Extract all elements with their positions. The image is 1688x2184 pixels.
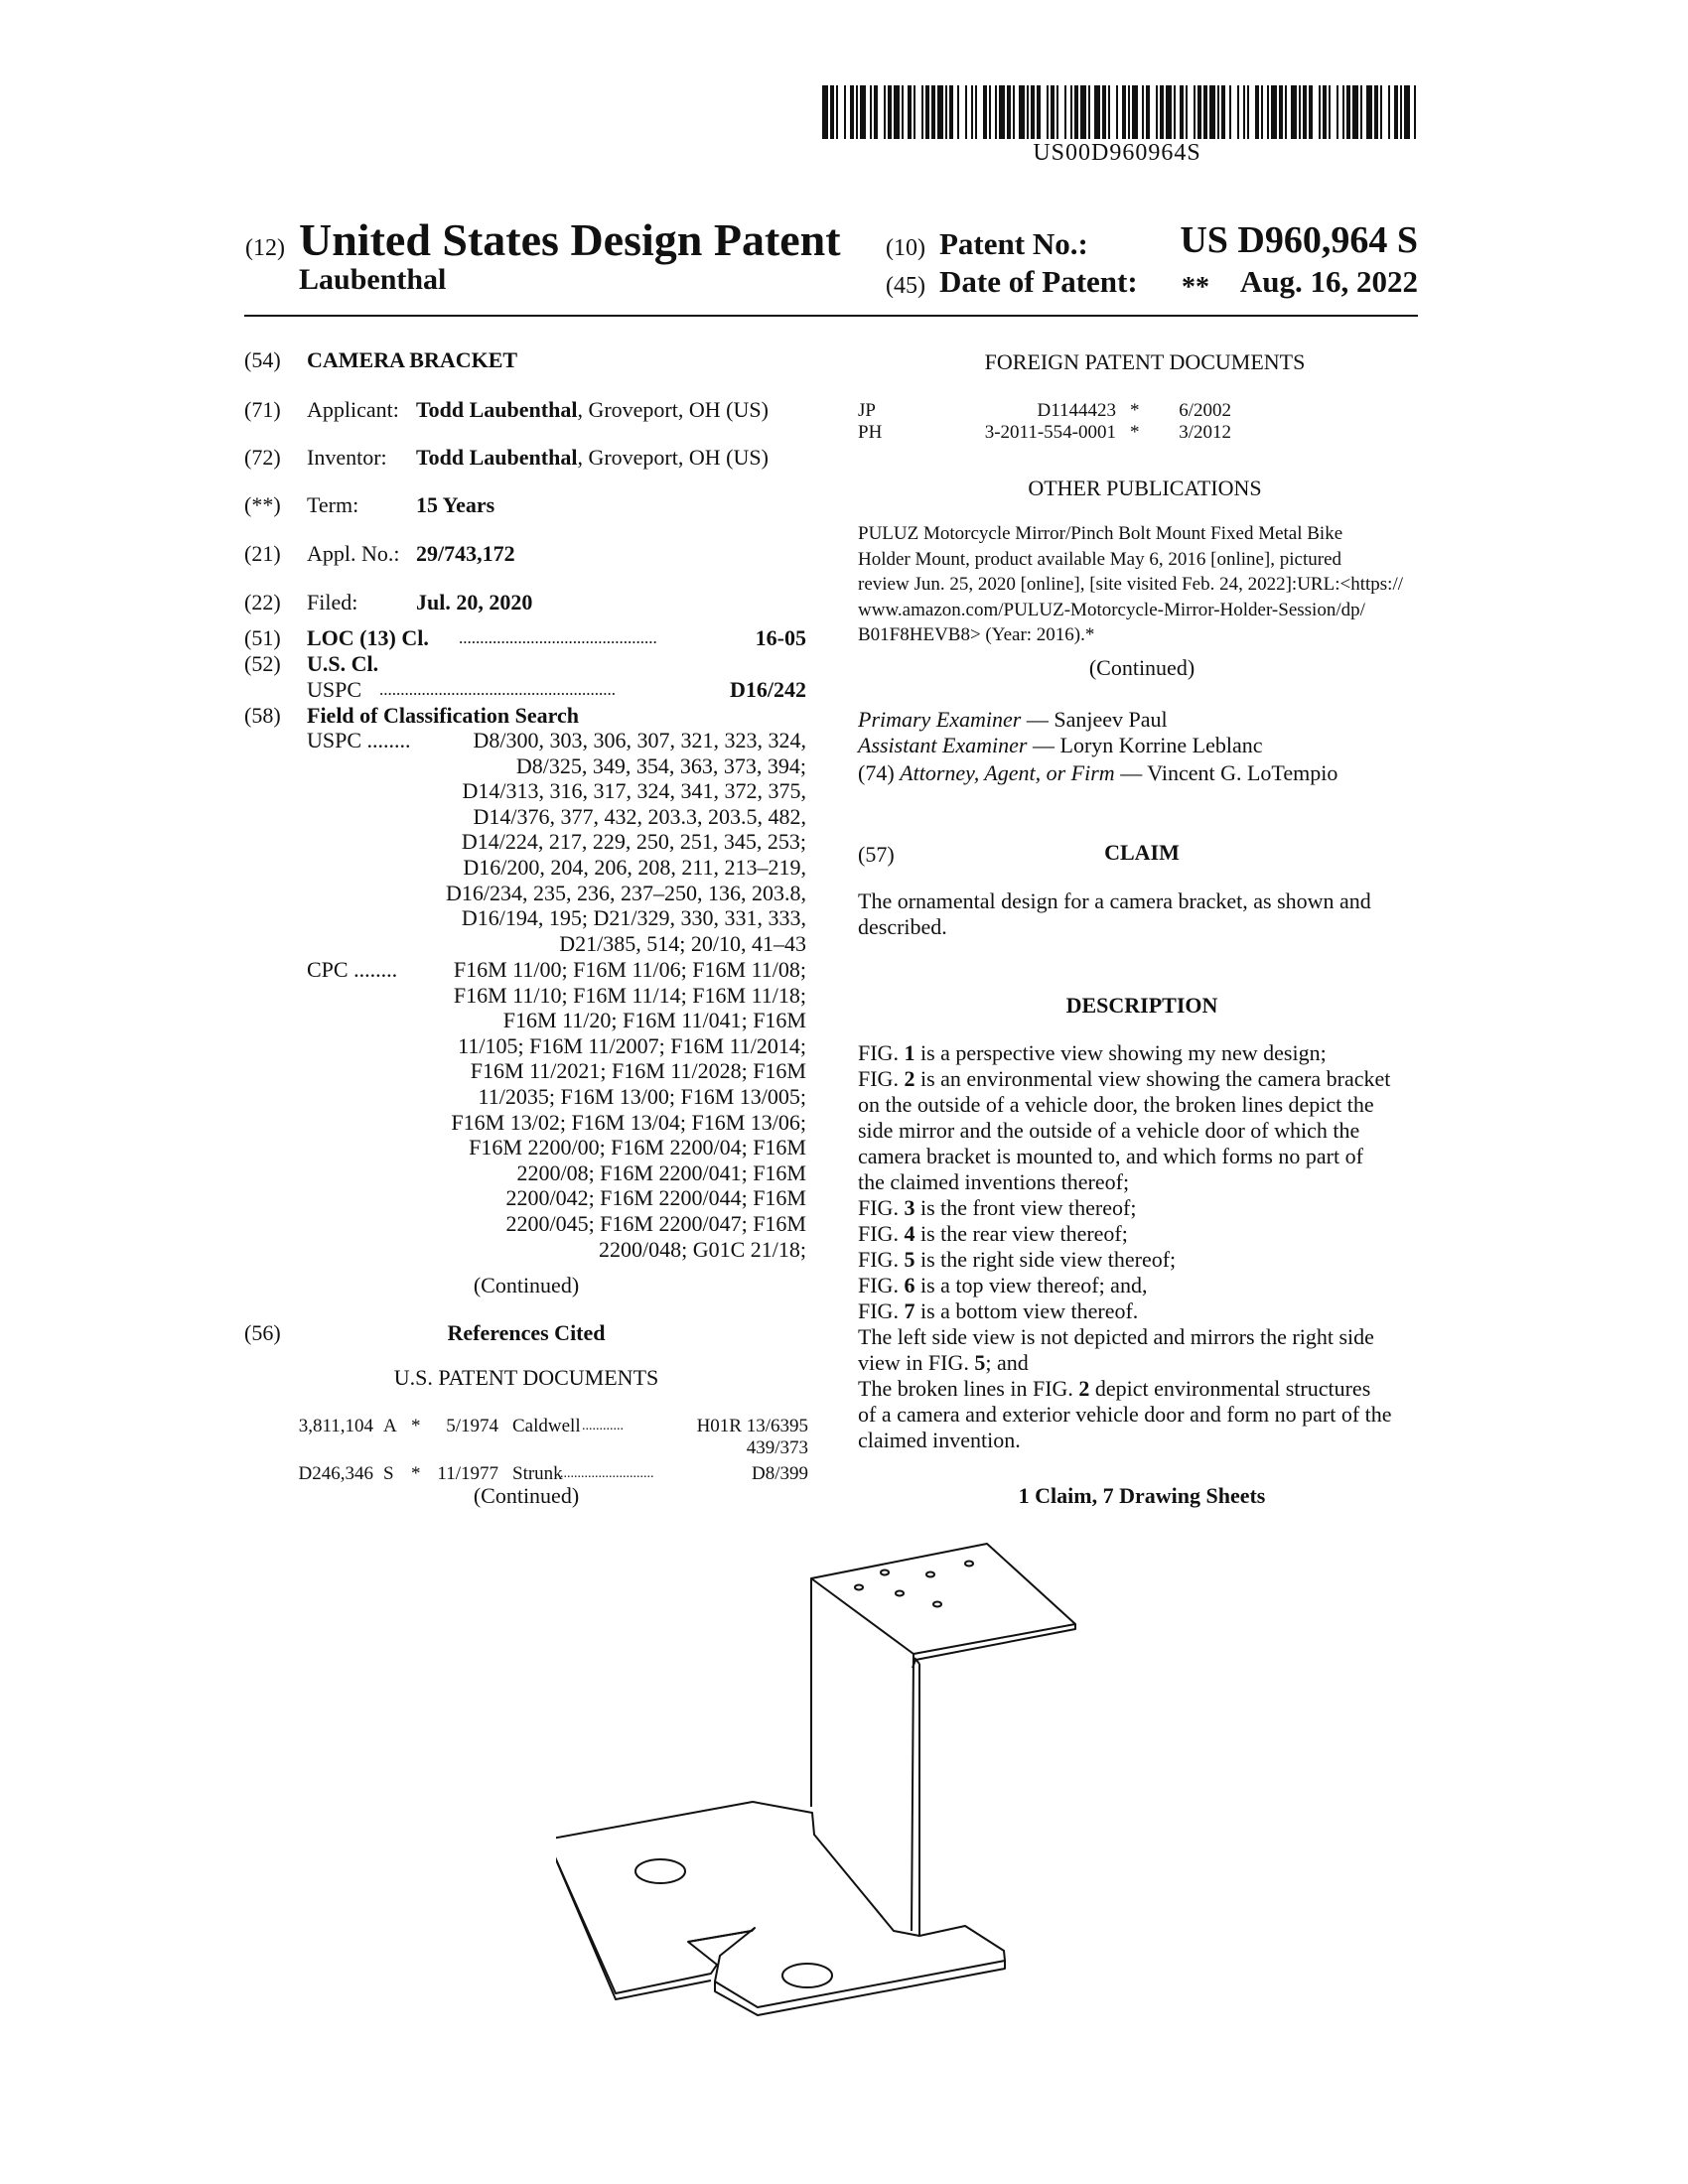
barcode-bar: [1336, 85, 1338, 139]
patent-number: US D960,964 S: [1180, 219, 1418, 261]
barcode-bar: [902, 85, 904, 139]
figure-number: 3: [904, 1195, 915, 1220]
ref-kind: S: [383, 1463, 394, 1484]
description-line: [858, 1092, 1418, 1118]
field-search-label: Field of Classification Search: [307, 703, 579, 728]
figure-number: 5: [974, 1350, 986, 1375]
barcode-bar: [1056, 85, 1058, 139]
code-52: (52): [244, 651, 281, 676]
uspc-class-line: D8/300, 303, 306, 307, 321, 323, 324,: [473, 728, 806, 752]
barcode-bar: [1088, 85, 1090, 139]
other-pub-line: PULUZ Motorcycle Mirror/Pinch Bolt Mount Fixed Metal Bike: [858, 523, 1343, 544]
barcode-bar: [1064, 85, 1066, 139]
barcode-bar: [1031, 85, 1035, 139]
barcode-bar: [874, 85, 878, 139]
uspc-class-line: D14/313, 316, 317, 324, 341, 372, 375,: [462, 778, 806, 804]
claim-line: described.: [858, 914, 947, 939]
uspc-class-line: D16/194, 195; D21/329, 330, 331, 333,: [461, 905, 806, 931]
barcode-bar: [1094, 85, 1100, 139]
cpc-class-line: F16M 11/2021; F16M 11/2028; F16M: [470, 1058, 806, 1084]
barcode-bar: [1323, 85, 1327, 139]
ref-number: D246,346: [298, 1463, 373, 1484]
foreign-number: 3-2011-554-0001: [984, 422, 1116, 443]
code-10: (10): [886, 235, 925, 261]
attorney-name: — Vincent G. LoTempio: [1120, 760, 1338, 785]
barcode-bar: [1380, 85, 1382, 139]
design-title: CAMERA BRACKET: [307, 347, 518, 372]
cpc-class-line: F16M 11/10; F16M 11/14; F16M 11/18;: [453, 982, 806, 1008]
code-56: (56): [244, 1320, 281, 1345]
description-text-segment: of a camera and exterior vehicle door and form no part of the: [858, 1402, 1392, 1427]
camera-bracket-perspective-drawing: [556, 1519, 1112, 2035]
barcode-bar: [937, 85, 943, 139]
cpc-class-line: 2200/045; F16M 2200/047; F16M: [505, 1210, 806, 1236]
cpc-class-line: F16M 11/20; F16M 11/041; F16M: [502, 1008, 806, 1033]
barcode-bar: [1346, 85, 1350, 139]
barcode-bar: [1174, 85, 1176, 139]
barcode-bar: [888, 85, 892, 139]
uspc-class-line: D14/376, 377, 432, 203.3, 203.5, 482,: [473, 803, 806, 829]
barcode-bar: [1070, 85, 1072, 139]
barcode-bar: [1342, 85, 1344, 139]
barcode-bar: [908, 85, 912, 139]
ref-number: 3,811,104: [298, 1416, 373, 1436]
barcode-bar: [1116, 85, 1118, 139]
figure-number: 4: [904, 1221, 915, 1246]
barcode-bar: [925, 85, 929, 139]
barcode-bar: [1203, 85, 1207, 139]
cpc-class-line: 11/2035; F16M 13/00; F16M 13/005;: [478, 1083, 806, 1109]
description-line: [858, 1169, 1418, 1195]
barcode-bar: [1360, 85, 1362, 139]
uspc-class-line: D14/224, 217, 229, 250, 251, 345, 253;: [461, 829, 806, 855]
description-line: [858, 1144, 1418, 1169]
barcode-bar: [1394, 85, 1398, 139]
foreign-ref-row: [858, 421, 1255, 443]
filed-value: Jul. 20, 2020: [416, 590, 533, 614]
foreign-docs-table: [858, 399, 1255, 443]
bracket-bottom-plate: [556, 1802, 1005, 2007]
barcode-bar: [1221, 85, 1225, 139]
foreign-star: *: [1130, 422, 1140, 443]
figure-number: 1: [904, 1040, 915, 1065]
barcode-bar: [1160, 85, 1164, 139]
barcode-bar: [1319, 85, 1321, 139]
ref-class: D8/399: [752, 1463, 808, 1484]
code-54: (54): [244, 347, 281, 372]
field-search-uspc-list: [417, 728, 806, 956]
term-value: 15 Years: [416, 492, 495, 517]
barcode-bar: [1271, 85, 1277, 139]
field-search-uspc-label: USPC ........: [307, 728, 411, 752]
barcode-bar: [1374, 85, 1378, 139]
inventor-value: [416, 445, 769, 471]
barcode-bar: [1303, 85, 1307, 139]
other-pub-line: www.amazon.com/PULUZ-Motorcycle-Mirror-Holder-Session/dp/: [858, 599, 1365, 620]
description-text-segment: The left side view is not depicted and mirrors the right side: [858, 1324, 1374, 1349]
barcode-bar: [1186, 85, 1188, 139]
description-line: [858, 1324, 1418, 1350]
barcode-bar: [1217, 85, 1219, 139]
reference-row: [294, 1415, 808, 1462]
barcode-bar: [1080, 85, 1086, 139]
barcode-text: US00D960964S: [1033, 140, 1201, 166]
barcode-bar: [1243, 85, 1245, 139]
barcode-bar: [1013, 85, 1015, 139]
code-72: (72): [244, 445, 281, 470]
patent-type-title: United States Design Patent: [299, 214, 841, 265]
cpc-class-line: 2200/048; G01C 21/18;: [598, 1236, 806, 1262]
inventor-name: Todd Laubenthal: [416, 445, 578, 470]
barcode-bar: [957, 85, 959, 139]
barcode-bar: [975, 85, 977, 139]
assistant-examiner-name: — Loryn Korrine Leblanc: [1033, 733, 1263, 757]
appl-no-label: Appl. No.:: [307, 541, 400, 566]
barcode-bar: [856, 85, 858, 139]
barcode-bar: [1309, 85, 1313, 139]
uspc-dots: ........................................................: [379, 680, 616, 699]
foreign-date: 3/2012: [1179, 422, 1231, 443]
barcode-bar: [1291, 85, 1297, 139]
description-prefix: FIG.: [858, 1195, 905, 1220]
barcode-bar: [1146, 85, 1150, 139]
primary-examiner: [858, 707, 1168, 733]
barcode-bar: [1352, 85, 1358, 139]
description-text-segment: is a perspective view showing my new design;: [914, 1040, 1327, 1065]
applicant-label: Applicant:: [307, 397, 399, 422]
uspc-value: D16/242: [730, 677, 806, 702]
figure-number: 2: [904, 1066, 915, 1091]
barcode-bar: [1128, 85, 1130, 139]
ref-dots: ............: [582, 1419, 624, 1433]
uspc-sub-label: USPC: [307, 677, 362, 702]
cpc-class-line: 11/105; F16M 11/2007; F16M 11/2014;: [458, 1032, 806, 1058]
uspc-class-line: D21/385, 514; 20/10, 41–43: [559, 930, 806, 956]
foreign-docs-heading: FOREIGN PATENT DOCUMENTS: [984, 349, 1306, 374]
description-prefix: view in FIG.: [858, 1350, 975, 1375]
description-text-segment: is an environmental view showing the camera bracket: [914, 1066, 1391, 1091]
description-text-segment: is a top view thereof; and,: [914, 1273, 1148, 1297]
description-text-segment: camera bracket is mounted to, and which forms no part of: [858, 1144, 1363, 1168]
barcode-bar: [1102, 85, 1106, 139]
barcode-bar: [1279, 85, 1283, 139]
field-search-cpc-list: [397, 957, 806, 1262]
code-21: (21): [244, 541, 281, 566]
applicant-location: , Groveport, OH (US): [577, 397, 769, 422]
attorney-label: Attorney, Agent, or Firm: [900, 760, 1115, 785]
attorney: [858, 760, 1337, 786]
claim-line: The ornamental design for a camera bracket, as shown and: [858, 888, 1371, 913]
inventor-label: Inventor:: [307, 445, 387, 470]
barcode-bar: [1074, 85, 1078, 139]
barcode-bar: [870, 85, 872, 139]
cpc-class-line: F16M 2200/00; F16M 2200/04; F16M: [469, 1135, 806, 1160]
foreign-date: 6/2002: [1179, 400, 1231, 421]
barcode-bar: [1122, 85, 1126, 139]
foreign-number: D1144423: [1037, 400, 1116, 421]
attorney-code: (74): [858, 760, 895, 785]
barcode-bar: [1209, 85, 1215, 139]
description-line: [858, 1247, 1418, 1273]
barcode-bar: [1194, 85, 1196, 139]
barcode-bar: [1299, 85, 1301, 139]
figure-number: 5: [904, 1247, 915, 1272]
description-line: [858, 1298, 1418, 1324]
description-line: [858, 1402, 1418, 1428]
figure-number: 6: [904, 1273, 915, 1297]
term-label: Term:: [307, 492, 359, 517]
description-text-segment: on the outside of a vehicle door, the broken lines depict the: [858, 1092, 1374, 1117]
us-cl-label: U.S. Cl.: [307, 651, 379, 676]
other-pub-line: review Jun. 25, 2020 [online], [site visited Feb. 24, 2022]:URL:<https://: [858, 574, 1403, 595]
code-45: (45): [886, 273, 925, 299]
us-patent-docs-heading: U.S. PATENT DOCUMENTS: [393, 1365, 659, 1390]
code-term: (**): [244, 492, 281, 517]
barcode-bar: [949, 85, 953, 139]
barcode-bar: [1180, 85, 1184, 139]
barcode-bar: [1414, 85, 1416, 139]
description-prefix: FIG.: [858, 1221, 905, 1246]
ref-date: 5/1974: [446, 1416, 498, 1436]
description-text-segment: side mirror and the outside of a vehicle door of which the: [858, 1118, 1360, 1143]
barcode-bar: [995, 85, 997, 139]
code-12: (12): [245, 235, 285, 261]
description-prefix: FIG.: [858, 1298, 905, 1323]
header-divider: [244, 315, 1418, 317]
applicant-value: [416, 397, 769, 423]
patent-no-label: Patent No.:: [939, 226, 1088, 261]
other-pub-line: Holder Mount, product available May 6, 2016 [online], pictured: [858, 548, 1342, 570]
barcode-bar: [965, 85, 967, 139]
description-line: [858, 1195, 1418, 1221]
loc-dots: ...............................................: [459, 628, 657, 647]
barcode-bar: [931, 85, 935, 139]
ref-class: H01R 13/6395: [696, 1416, 808, 1436]
cpc-class-line: 2200/042; F16M 2200/044; F16M: [505, 1185, 806, 1211]
ref-star: *: [411, 1416, 421, 1436]
references-cited-label: References Cited: [447, 1320, 606, 1345]
barcode-bar: [1404, 85, 1410, 139]
claim-heading: CLAIM: [1104, 840, 1180, 865]
description-line: [858, 1040, 1418, 1066]
bracket-vertical-front-edge: [912, 1654, 914, 1931]
barcode-bar: [1267, 85, 1269, 139]
ref-class-secondary: 439/373: [746, 1437, 808, 1458]
description-text-segment: depict environmental structures: [1089, 1376, 1371, 1401]
uspc-class-line: D16/234, 235, 236, 237–250, 136, 203.8,: [446, 880, 806, 905]
barcode-bar: [1285, 85, 1287, 139]
barcode-bar: [971, 85, 973, 139]
barcode-bar: [1142, 85, 1144, 139]
barcode-bar: [822, 85, 828, 139]
other-pubs-heading: OTHER PUBLICATIONS: [1028, 476, 1262, 500]
description-prefix: The broken lines in FIG.: [858, 1376, 1079, 1401]
barcode-bar: [1388, 85, 1390, 139]
barcode-bar: [844, 85, 846, 139]
field-search-cpc-label: CPC ........: [307, 957, 398, 982]
ref-kind: A: [383, 1416, 397, 1436]
foreign-country: PH: [858, 422, 883, 443]
description-text-segment: is the rear view thereof;: [914, 1221, 1128, 1246]
barcode-bar: [1108, 85, 1110, 139]
description-prefix: FIG.: [858, 1247, 905, 1272]
barcode-bar: [1007, 85, 1011, 139]
loc-value: 16-05: [755, 625, 806, 650]
barcode-bar: [1247, 85, 1249, 139]
description-text-segment: ; and: [985, 1350, 1029, 1375]
barcode-bar: [1400, 85, 1402, 139]
inventor-location: , Groveport, OH (US): [577, 445, 769, 470]
foreign-country: JP: [858, 400, 876, 421]
uspc-class-line: D8/325, 349, 354, 363, 373, 394;: [515, 752, 806, 778]
barcode-bar: [945, 85, 947, 139]
barcode-bar: [1051, 85, 1055, 139]
us-references-table: [294, 1415, 808, 1488]
filed-label: Filed:: [307, 590, 358, 614]
barcode-bar: [1019, 85, 1025, 139]
description-line: [858, 1273, 1418, 1298]
barcode-bar: [836, 85, 838, 139]
barcode-bar: [1027, 85, 1029, 139]
description-line: [858, 1066, 1418, 1092]
uspc-class-line: D16/200, 204, 206, 208, 211, 213–219,: [463, 854, 806, 880]
primary-examiner-name: — Sanjeev Paul: [1026, 707, 1168, 732]
description-text-segment: is the front view thereof;: [914, 1195, 1137, 1220]
figure-number: 7: [904, 1298, 915, 1323]
barcode-bar: [1329, 85, 1331, 139]
assistant-examiner-label: Assistant Examiner: [858, 733, 1028, 757]
barcode-bar: [1047, 85, 1049, 139]
barcode-bar: [850, 85, 854, 139]
description-text-segment: is a bottom view thereof.: [914, 1298, 1139, 1323]
applicant-name: Todd Laubenthal: [416, 397, 578, 422]
loc-label: LOC (13) Cl.: [307, 625, 429, 650]
description-prefix: FIG.: [858, 1066, 905, 1091]
barcode-bar: [1132, 85, 1138, 139]
ref-name: Caldwell: [512, 1416, 581, 1436]
figure-number: 2: [1078, 1376, 1090, 1401]
barcode-bar: [1156, 85, 1158, 139]
code-57: (57): [858, 842, 895, 867]
other-pubs-continued: (Continued): [1088, 655, 1196, 680]
code-58: (58): [244, 703, 281, 728]
references-continued: (Continued): [473, 1483, 580, 1508]
barcode-bar: [914, 85, 915, 139]
foreign-star: *: [1130, 400, 1140, 421]
barcode-bar: [1261, 85, 1263, 139]
date-of-patent: Aug. 16, 2022: [1239, 264, 1418, 299]
ref-name: Strunk: [512, 1463, 563, 1484]
barcode-bar: [1229, 85, 1231, 139]
code-51: (51): [244, 625, 281, 650]
description-line: [858, 1221, 1418, 1247]
barcode-bar: [1237, 85, 1239, 139]
other-pub-line: B01F8HEVB8> (Year: 2016).*: [858, 624, 1095, 645]
primary-examiner-label: Primary Examiner: [858, 707, 1022, 732]
barcode-bar: [989, 85, 991, 139]
description-line: [858, 1428, 1418, 1453]
field-search-continued: (Continued): [473, 1273, 580, 1297]
barcode-bar: [921, 85, 923, 139]
barcode-bar: [1037, 85, 1041, 139]
cpc-class-line: 2200/08; F16M 2200/041; F16M: [516, 1160, 806, 1185]
description-prefix: FIG.: [858, 1040, 905, 1065]
barcode-bar: [894, 85, 900, 139]
barcode-bar: [860, 85, 866, 139]
description-heading: DESCRIPTION: [1065, 993, 1218, 1018]
barcode-bar: [1255, 85, 1259, 139]
description-text-segment: the claimed inventions thereof;: [858, 1169, 1130, 1194]
inventor-surname: Laubenthal: [299, 263, 447, 296]
cpc-class-line: F16M 11/00; F16M 11/06; F16M 11/08;: [453, 957, 806, 982]
date-marker: **: [1182, 272, 1209, 303]
code-71: (71): [244, 397, 281, 422]
assistant-examiner: [858, 733, 1263, 758]
barcode-bar: [1166, 85, 1172, 139]
cpc-class-line: F16M 13/02; F16M 13/04; F16M 13/06;: [451, 1109, 806, 1135]
barcode-bar: [884, 85, 886, 139]
barcode-bar: [1366, 85, 1372, 139]
description-line: [858, 1118, 1418, 1144]
description-line: [858, 1376, 1418, 1402]
description-prefix: FIG.: [858, 1273, 905, 1297]
date-of-patent-label: Date of Patent:: [939, 264, 1138, 299]
barcode: [822, 85, 1416, 139]
appl-no-value: 29/743,172: [416, 541, 515, 566]
barcode-bar: [999, 85, 1005, 139]
barcode-bar: [1197, 85, 1201, 139]
claim-text: [858, 888, 1418, 940]
ref-date: 11/1977: [437, 1463, 498, 1484]
description-text: [858, 1040, 1418, 1453]
barcode-bar: [830, 85, 834, 139]
description-text-segment: claimed invention.: [858, 1428, 1021, 1452]
description-line: [858, 1350, 1418, 1376]
ref-star: *: [411, 1463, 421, 1484]
other-pubs-text: [858, 521, 1418, 648]
foreign-ref-row: [858, 399, 1255, 421]
claims-sheets-summary: 1 Claim, 7 Drawing Sheets: [1018, 1483, 1266, 1508]
ref-dots: ...........................: [560, 1466, 654, 1481]
barcode-bar: [983, 85, 987, 139]
description-text-segment: is the right side view thereof;: [914, 1247, 1177, 1272]
code-22: (22): [244, 590, 281, 614]
